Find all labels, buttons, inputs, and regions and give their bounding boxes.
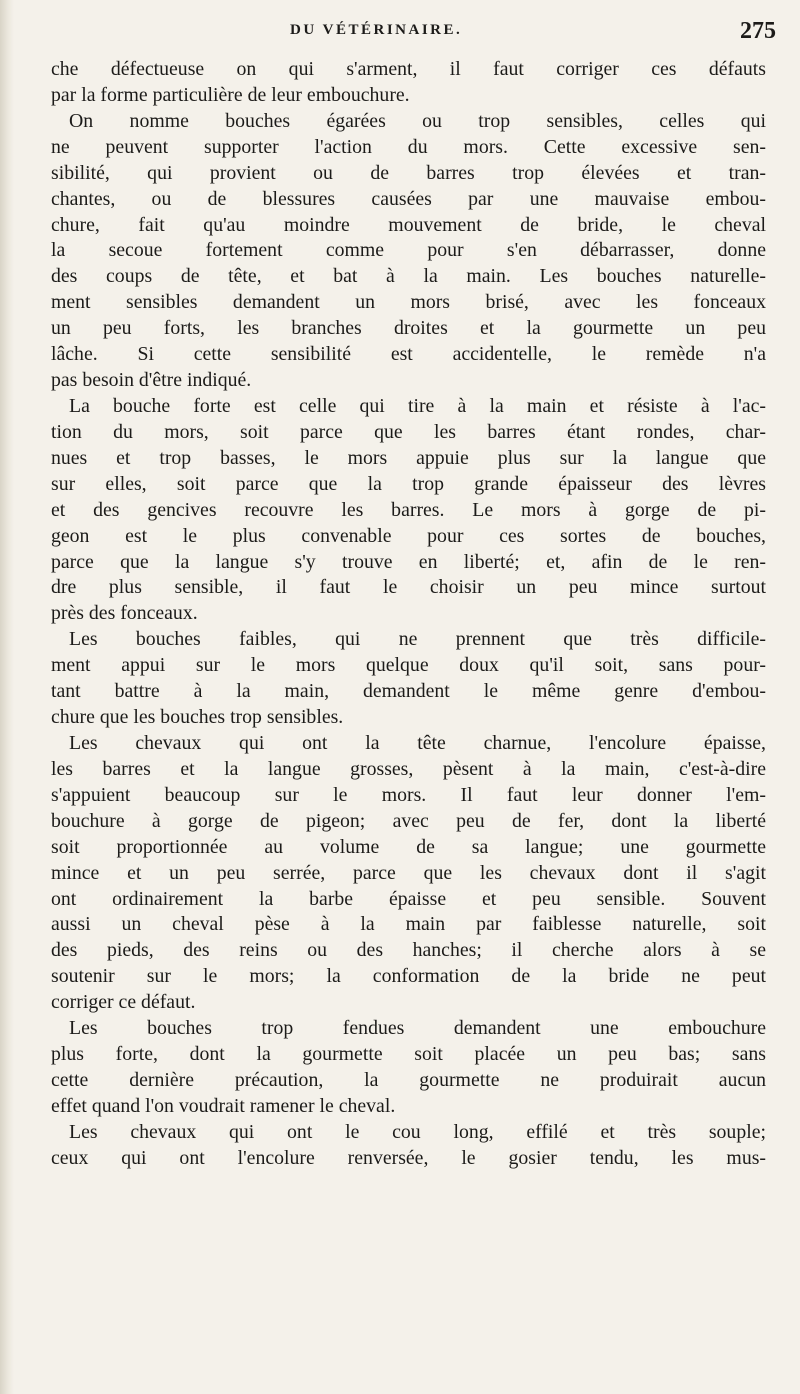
text-line: dre plus sensible, il faut le choisir un peu mince surtout — [51, 576, 766, 599]
binding-shadow — [0, 0, 14, 1394]
text-line: ne peuvent supporter l'action du mors. Cette excessive sen- — [51, 135, 766, 158]
text-line: par la forme particulière de leur embouchure. — [51, 83, 410, 106]
running-title: DU VÉTÉRINAIRE. — [290, 22, 463, 38]
text-line: soutenir sur le mors; la conformation de la bride ne peut — [51, 965, 766, 988]
text-line: aussi un cheval pèse à la main par faiblesse naturelle, soit — [51, 913, 766, 936]
text-line: un peu forts, les branches droites et la gourmette un peu — [51, 317, 766, 340]
text-line: ment appui sur le mors quelque doux qu'il soit, sans pour- — [51, 654, 766, 677]
text-line: lâche. Si cette sensibilité est accidentelle, le remède n'a — [51, 343, 766, 366]
text-line: parce que la langue s'y trouve en liberté; et, afin de le ren- — [51, 550, 766, 573]
text-line: che défectueuse on qui s'arment, il faut corriger ces défauts — [51, 58, 766, 80]
text-line: ont ordinairement la barbe épaisse et peu sensible. Souvent — [51, 887, 766, 910]
page-number: 275 — [740, 18, 776, 44]
text-line: des pieds, des reins ou des hanches; il cherche alors à se — [51, 939, 766, 962]
text-line: On nomme bouches égarées ou trop sensibles, celles qui — [69, 109, 766, 132]
text-line: bouchure à gorge de pigeon; avec peu de fer, dont la liberté — [51, 809, 766, 832]
text-line: sur elles, soit parce que la trop grande épaisseur des lèvres — [51, 472, 766, 495]
text-line: nues et trop basses, le mors appuie plus sur la langue que — [51, 446, 766, 469]
text-line: sibilité, qui provient ou de barres trop élevées et tran- — [51, 161, 766, 184]
text-line: près des fonceaux. — [51, 602, 198, 625]
text-line: cette dernière précaution, la gourmette ne produirait aucun — [51, 1068, 766, 1091]
text-line: mince et un peu serrée, parce que les chevaux dont il s'agit — [51, 861, 766, 884]
text-line: La bouche forte est celle qui tire à la main et résiste à l'ac- — [69, 394, 766, 417]
text-line: des coups de tête, et bat à la main. Les bouches naturelle- — [51, 265, 766, 288]
text-line: Les bouches trop fendues demandent une embouchure — [69, 1017, 766, 1040]
text-line: geon est le plus convenable pour ces sortes de bouches, — [51, 524, 766, 547]
text-line: tion du mors, soit parce que les barres étant rondes, char- — [51, 420, 766, 443]
text-line: s'appuient beaucoup sur le mors. Il faut leur donner l'em- — [51, 783, 766, 806]
text-line: plus forte, dont la gourmette soit placée un peu bas; sans — [51, 1043, 766, 1066]
text-line: chure que les bouches trop sensibles. — [51, 706, 344, 729]
text-line: chure, fait qu'au moindre mouvement de bride, le cheval — [51, 213, 766, 236]
body-text — [51, 57, 766, 1172]
text-line: chantes, ou de blessures causées par une mauvaise embou- — [51, 187, 766, 210]
text-line: Les bouches faibles, qui ne prennent que très difficile- — [69, 628, 766, 651]
running-head — [20, 18, 790, 48]
text-line: tant battre à la main, demandent le même genre d'embou- — [51, 680, 766, 703]
text-line: Les chevaux qui ont le cou long, effilé et très souple; — [69, 1120, 766, 1143]
text-line: la secoue fortement comme pour s'en débarrasser, donne — [51, 239, 766, 262]
text-line: pas besoin d'être indiqué. — [51, 369, 252, 392]
text-line: soit proportionnée au volume de sa langue; une gourmette — [51, 835, 766, 858]
text-line: Les chevaux qui ont la tête charnue, l'encolure épaisse, — [69, 731, 766, 754]
text-line: les barres et la langue grosses, pèsent à la main, c'est-à-dire — [51, 757, 766, 780]
text-line: ment sensibles demandent un mors brisé, avec les fonceaux — [51, 291, 766, 314]
text-line: corriger ce défaut. — [51, 991, 196, 1014]
text-line: et des gencives recouvre les barres. Le mors à gorge de pi- — [51, 498, 766, 521]
text-line: effet quand l'on voudrait ramener le cheval. — [51, 1094, 396, 1117]
text-line: ceux qui ont l'encolure renversée, le gosier tendu, les mus- — [51, 1146, 766, 1169]
